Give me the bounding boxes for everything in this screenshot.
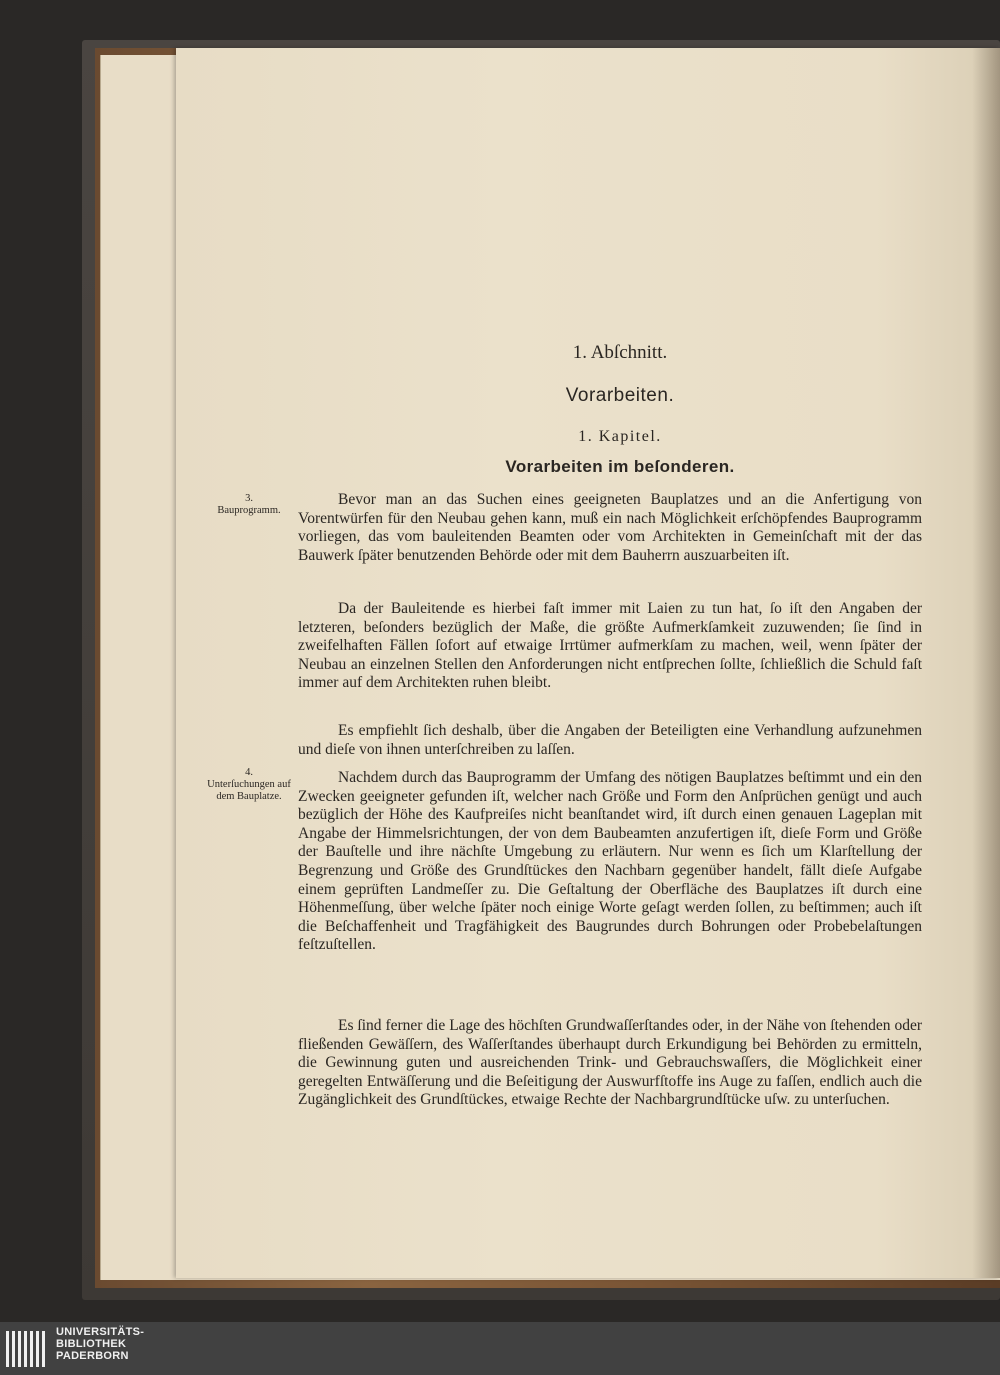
margin-note-number: 4. [245,767,253,778]
library-name-line: PADERBORN [56,1350,129,1362]
body-paragraph: Bevor man an das Suchen eines geeigneten Bauplatzes und an die Anfertigung von Vorentwürfen für den Neubau gehen kann, muß ein nach Möglichkeit erſchöpfendes Bauprogramm vorliegen, das vom bauleitenden Beamten oder vom Architekten in Gemeinſchaft mit der das Bauwerk ſpäter benutzenden Behörde oder mit dem Bauherrn auszuarbeiten iſt. [298,491,922,564]
chapter-heading: Vorarbeiten. [565,385,675,406]
page-gutter-shadow [972,48,1000,1278]
margin-note-number: 3. [245,493,253,504]
library-name-line: UNIVERSITÄTS- [56,1326,145,1338]
library-logo-icon [4,1329,50,1369]
library-name [56,1326,256,1362]
body-paragraph: Es empfiehlt ſich deshalb, über die Angaben der Beteiligten eine Verhandlung aufzunehmen und dieſe von ihnen unterſchreiben zu laſſen. [298,722,922,758]
kapitel-heading: 1. Kapitel. [578,428,662,445]
body-paragraph: Da der Bauleitende es hierbei faſt immer mit Laien zu tun hat, ſo iſt den Angaben der letzteren, beſonders bezüglich der Maße, die größte Aufmerkſamkeit zuzuwenden; ſie ſind in zweifelhaften Fällen ſofort auf etwaige Irrtümer aufmerkſam zu machen, weil, wenn ſpäter der Neubau an einzelnen Stellen den Anforderungen nicht entſprechen ſollte, ſchließlich die Schuld faſt immer auf dem Architekten ruhen bleibt. [298,600,922,692]
margin-note-text: Unterſuchungen auf dem Bauplatze. [207,779,291,802]
library-name-line: BIBLIOTHEK [56,1338,127,1350]
margin-note [206,767,292,803]
body-paragraph: Es ſind ferner die Lage des höchſten Grundwaſſerſtandes oder, in der Nähe von ſtehenden oder fließenden Gewäſſern, des Waſſerſtandes überhaupt durch Erkundigung bei Behörden zu ermitteln, die Gewinnung guten und ausreichenden Trink- und Gebrauchswaſſers, die Möglichkeit einer geregelten Entwäſſerung und die Beſeitigung der Auswurfſtoffe ins Auge zu faſſen, endlich auch die Zugänglichkeit des Grundſtückes, etwaige Rechte der Nachbargrundſtücke uſw. zu unterſuchen. [298,1017,922,1109]
section-title: 1. Abſchnitt. [572,342,668,363]
subchapter-heading: Vorarbeiten im beſonderen. [505,457,735,476]
margin-note [206,493,292,517]
body-paragraph: Nachdem durch das Bauprogramm der Umfang des nötigen Bauplatzes beſtimmt und ein den Zwecken geeigneter gefunden iſt, welcher nach Größe und Form den Anſprüchen genügt und auch bezüglich der Höhe des Kaufpreiſes nicht beanſtandet wird, iſt durch einen genauen Lageplan mit Angabe der Himmelsrichtungen, der von dem Baubeamten anzufertigen iſt, dieſe Form und Größe der Bauſtelle und ihre nächſte Umgebung zu erläutern. Nur wenn es ſich um Klarſtellung der Begrenzung und Größe des Grundſtückes den Nachbarn gegenüber handelt, fällt dieſe Aufgabe einem geprüften Landmeſſer zu. Die Geſtaltung der Oberfläche des Bauplatzes iſt durch eine Höhenmeſſung, über welche ſpäter noch einige Worte geſagt werden ſollen, zu beſtimmen; auch iſt die Beſchaffenheit und Tragfähigkeit des Baugrundes durch Bohrungen oder Probebelaſtungen feſtzuſtellen. [298,769,922,954]
margin-note-text: Bauprogramm. [217,505,281,516]
